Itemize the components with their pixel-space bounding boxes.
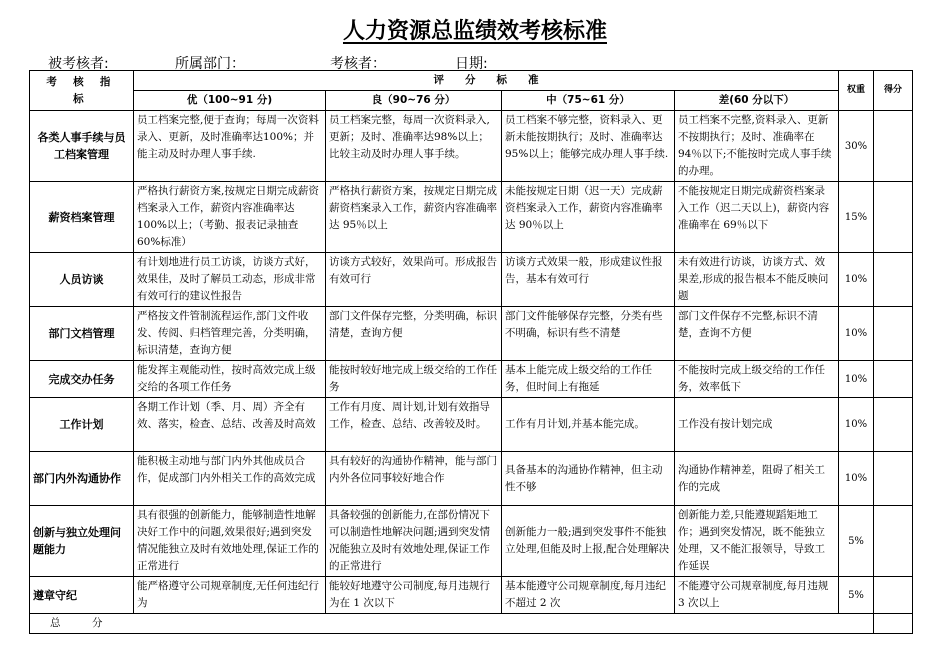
- criteria-cell: 员工档案完整,便于查询；每周一次资料录入、更新，及时准确率达100%；并能主动及时办理人事手续.: [134, 111, 326, 182]
- indicator-name: 工作计划: [30, 398, 134, 452]
- header-level-fair: 中（75~61 分）: [502, 91, 675, 111]
- score-cell[interactable]: [874, 307, 913, 361]
- total-row: [30, 614, 913, 634]
- score-cell[interactable]: [874, 398, 913, 452]
- criteria-cell: 未能按规定日期（迟一天）完成薪资档案录入工作，薪资内容准确率达 90％以上: [502, 182, 675, 253]
- indicator-name: 部门内外沟通协作: [30, 452, 134, 506]
- weight-cell: 5%: [839, 577, 874, 614]
- indicator-name: 遵章守纪: [30, 577, 134, 614]
- criteria-cell: 创新能力差,只能遵规蹈矩地工作；遇到突发情况，既不能独立处理，又不能汇报领导，导致工作延误: [675, 506, 839, 577]
- criteria-cell: 工作有月计划,并基本能完成。: [502, 398, 675, 452]
- weight-cell: 10%: [839, 307, 874, 361]
- table-row: [30, 506, 913, 577]
- criteria-cell: 具备基本的沟通协作精神，但主动性不够: [502, 452, 675, 506]
- criteria-cell: 能按时较好地完成上级交给的工作任务: [326, 361, 502, 398]
- header-level-excellent: 优（100~91 分): [134, 91, 326, 111]
- weight-cell: 5%: [839, 506, 874, 577]
- criteria-cell: 部门文件保存完整，分类明确，标识清楚，查询方便: [326, 307, 502, 361]
- score-cell[interactable]: [874, 253, 913, 307]
- header-indicator: 考 核 指 标: [30, 71, 134, 111]
- criteria-cell: 沟通协作精神差，阻碍了相关工作的完成: [675, 452, 839, 506]
- header-score: 得分: [874, 71, 913, 111]
- header-level-good: 良（90~76 分）: [326, 91, 502, 111]
- criteria-cell: 能较好地遵守公司制度,每月违规行为在 1 次以下: [326, 577, 502, 614]
- criteria-cell: 部门文件保存不完整,标识不清楚，查询不方便: [675, 307, 839, 361]
- criteria-cell: 员工档案完整，每周一次资料录入,更新；及时、准确率达98%以上；比较主动及时办理人事手续。: [326, 111, 502, 182]
- table-row: [30, 182, 913, 253]
- criteria-cell: 能发挥主观能动性，按时高效完成上级交给的各项工作任务: [134, 361, 326, 398]
- header-weight: 权重: [839, 71, 874, 111]
- department-label: 所属部门：: [175, 56, 245, 72]
- criteria-cell: 能积极主动地与部门内外其他成员合作，促成部门内外相关工作的高效完成: [134, 452, 326, 506]
- criteria-cell: 具备较强的创新能力,在部份情况下可以制造性地解决问题;遇到突发情况能独立及时有效地处理,保证工作的正常进行: [326, 506, 502, 577]
- weight-cell: 10%: [839, 361, 874, 398]
- assessee-label: 被考核者:: [48, 56, 109, 72]
- criteria-cell: 具有较好的沟通协作精神，能与部门内外各位同事较好地合作: [326, 452, 502, 506]
- criteria-cell: 基本上能完成上级交给的工作任务，但时间上有拖延: [502, 361, 675, 398]
- criteria-cell: 部门文件能够保存完整，分类有些不明确，标识有些不清楚: [502, 307, 675, 361]
- header-standard: 评 分 标 准: [134, 71, 839, 91]
- header-level-poor: 差(60 分以下）: [675, 91, 839, 111]
- assessment-table: [29, 70, 913, 634]
- total-score-cell[interactable]: [874, 614, 913, 634]
- criteria-cell: 不能按规定日期完成薪资档案录入工作（迟二天以上)，薪资内容准确率在 69％以下: [675, 182, 839, 253]
- weight-cell: 10%: [839, 452, 874, 506]
- criteria-cell: 员工档案不够完整，资料录入、更新未能按期执行；及时、准确率达 95%以上；能够完成办理人事手续.: [502, 111, 675, 182]
- criteria-cell: 不能遵守公司规章制度,每月违规 3 次以上: [675, 577, 839, 614]
- table-row: [30, 253, 913, 307]
- score-cell[interactable]: [874, 577, 913, 614]
- criteria-cell: 各期工作计划（季、月、周）齐全有效、落实，检查、总结、改善及时高效: [134, 398, 326, 452]
- score-cell[interactable]: [874, 361, 913, 398]
- weight-cell: 30%: [839, 111, 874, 182]
- criteria-cell: 访谈方式较好，效果尚可。形成报告有效可行: [326, 253, 502, 307]
- score-cell[interactable]: [874, 506, 913, 577]
- criteria-cell: 工作有月度、周计划,计划有效指导工作，检查、总结、改善较及时。: [326, 398, 502, 452]
- criteria-cell: 具有很强的创新能力，能够制造性地解决好工作中的问题,效果很好;遇到突发情况能独立及时有效地处理,保证工作的正常进行: [134, 506, 326, 577]
- criteria-cell: 严格执行薪资方案，按规定日期完成薪资档案录入工作，薪资内容准确率达 95％以上: [326, 182, 502, 253]
- table-row: [30, 452, 913, 506]
- table-row: [30, 307, 913, 361]
- criteria-cell: 严格执行薪资方案,按规定日期完成薪资档案录入工作，薪资内容准确率达 100%以上；（考勤、报表记录抽查 60%标准）: [134, 182, 326, 253]
- weight-cell: 15%: [839, 182, 874, 253]
- criteria-cell: 工作没有按计划完成: [675, 398, 839, 452]
- table-row: [30, 111, 913, 182]
- indicator-name: 薪资档案管理: [30, 182, 134, 253]
- indicator-name: 各类人事手续与员工档案管理: [30, 111, 134, 182]
- criteria-cell: 严格按文件管制流程运作,部门文件收发、传阅、归档管理完善，分类明确，标识清楚，查询方便: [134, 307, 326, 361]
- score-cell[interactable]: [874, 111, 913, 182]
- score-cell[interactable]: [874, 452, 913, 506]
- criteria-cell: 未有效进行访谈，访谈方式、效果差,形成的报告根本不能反映问题: [675, 253, 839, 307]
- criteria-cell: 基本能遵守公司规章制度,每月违纪不超过 2 次: [502, 577, 675, 614]
- indicator-name: 创新与独立处理问题能力: [30, 506, 134, 577]
- criteria-cell: 创新能力一般;遇到突发事件不能独立处理,但能及时上报,配合处理解决: [502, 506, 675, 577]
- indicator-name: 人员访谈: [30, 253, 134, 307]
- criteria-cell: 访谈方式效果一般，形成建议性报告，基本有效可行: [502, 253, 675, 307]
- date-label: 日期:: [455, 56, 488, 72]
- criteria-cell: 能严格遵守公司规章制度,无任何违纪行为: [134, 577, 326, 614]
- assessor-label: 考核者：: [330, 56, 386, 72]
- score-cell[interactable]: [874, 182, 913, 253]
- total-label: 总 分: [30, 614, 874, 634]
- table-row: [30, 577, 913, 614]
- criteria-cell: 员工档案不完整,资料录入、更新不按期执行；及时、准确率在 94％以下;不能按时完成人事手续的办理。: [675, 111, 839, 182]
- criteria-cell: 有计划地进行员工访谈，访谈方式好，效果佳，及时了解员工动态，形成非常有效可行的建议性报告: [134, 253, 326, 307]
- criteria-cell: 不能按时完成上级交给的工作任务，效率低下: [675, 361, 839, 398]
- table-row: [30, 398, 913, 452]
- page-title: 人力资源总监绩效考核标准: [342, 19, 607, 44]
- weight-cell: 10%: [839, 253, 874, 307]
- table-row: [30, 361, 913, 398]
- indicator-name: 完成交办任务: [30, 361, 134, 398]
- weight-cell: 10%: [839, 398, 874, 452]
- indicator-name: 部门文档管理: [30, 307, 134, 361]
